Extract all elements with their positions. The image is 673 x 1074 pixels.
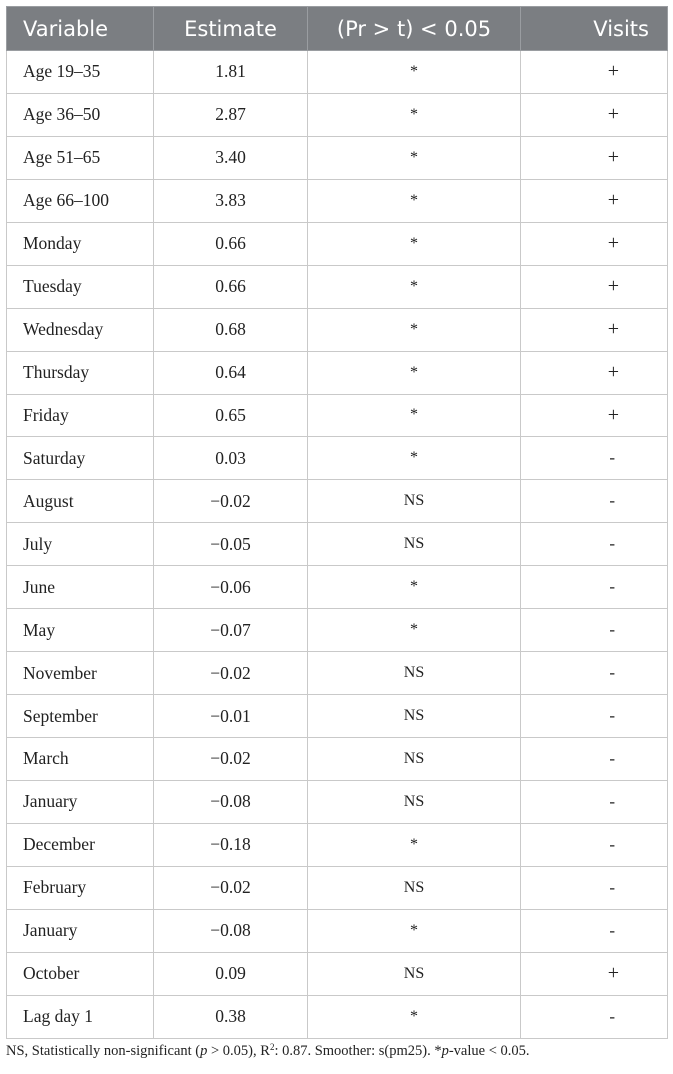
- cell-variable: Age 66–100: [7, 179, 154, 222]
- cell-significance: NS: [308, 523, 521, 566]
- table-row: [7, 738, 668, 781]
- footnote-p-symbol-2: p: [441, 1043, 449, 1059]
- cell-variable: August: [7, 480, 154, 523]
- footnote-text-1: NS, Statistically non-significant (: [6, 1043, 201, 1059]
- cell-estimate: −0.02: [154, 652, 308, 695]
- table-row: [7, 866, 668, 909]
- table-row: [7, 222, 668, 265]
- cell-significance: *: [308, 351, 521, 394]
- header-variable: Variable: [7, 7, 154, 51]
- cell-visits: -: [521, 995, 668, 1038]
- header-row: [7, 7, 668, 51]
- cell-significance: *: [308, 136, 521, 179]
- table-row: [7, 437, 668, 480]
- cell-visits: +: [521, 93, 668, 136]
- cell-variable: Monday: [7, 222, 154, 265]
- table-row: [7, 952, 668, 995]
- cell-visits: -: [521, 909, 668, 952]
- cell-visits: +: [521, 179, 668, 222]
- cell-estimate: 0.68: [154, 308, 308, 351]
- table-row: [7, 995, 668, 1038]
- cell-variable: Saturday: [7, 437, 154, 480]
- cell-estimate: −0.02: [154, 480, 308, 523]
- cell-variable: March: [7, 738, 154, 781]
- footnote-text-3: : 0.87. Smoother: s(pm25). *: [274, 1043, 442, 1059]
- cell-significance: *: [308, 222, 521, 265]
- cell-estimate: 2.87: [154, 93, 308, 136]
- cell-significance: NS: [308, 780, 521, 823]
- table-row: [7, 695, 668, 738]
- cell-significance: *: [308, 265, 521, 308]
- cell-estimate: 0.66: [154, 222, 308, 265]
- table-row: [7, 652, 668, 695]
- cell-estimate: −0.02: [154, 738, 308, 781]
- regression-table: [6, 6, 668, 1039]
- cell-significance: *: [308, 437, 521, 480]
- cell-visits: +: [521, 51, 668, 94]
- cell-estimate: 0.09: [154, 952, 308, 995]
- table-row: [7, 93, 668, 136]
- cell-variable: February: [7, 866, 154, 909]
- cell-visits: -: [521, 652, 668, 695]
- cell-visits: -: [521, 823, 668, 866]
- footnote-text-2: > 0.05), R: [207, 1043, 270, 1059]
- cell-visits: -: [521, 480, 668, 523]
- cell-variable: October: [7, 952, 154, 995]
- cell-estimate: 0.66: [154, 265, 308, 308]
- cell-variable: Wednesday: [7, 308, 154, 351]
- table-row: [7, 523, 668, 566]
- table-row: [7, 394, 668, 437]
- footnote-text-4: -value < 0.05.: [448, 1043, 530, 1059]
- cell-variable: Age 51–65: [7, 136, 154, 179]
- cell-estimate: −0.07: [154, 609, 308, 652]
- table-row: [7, 179, 668, 222]
- table-row: [7, 265, 668, 308]
- table-row: [7, 51, 668, 94]
- cell-variable: July: [7, 523, 154, 566]
- cell-estimate: 0.38: [154, 995, 308, 1038]
- cell-estimate: 1.81: [154, 51, 308, 94]
- table-row: [7, 351, 668, 394]
- cell-visits: -: [521, 437, 668, 480]
- cell-visits: -: [521, 566, 668, 609]
- cell-visits: -: [521, 866, 668, 909]
- header-estimate: Estimate: [154, 7, 308, 51]
- cell-variable: Friday: [7, 394, 154, 437]
- cell-significance: *: [308, 308, 521, 351]
- table-row: [7, 136, 668, 179]
- cell-significance: *: [308, 179, 521, 222]
- cell-significance: NS: [308, 738, 521, 781]
- cell-estimate: −0.02: [154, 866, 308, 909]
- cell-visits: -: [521, 780, 668, 823]
- table-footnote: [6, 1042, 667, 1060]
- cell-variable: Age 19–35: [7, 51, 154, 94]
- cell-variable: Lag day 1: [7, 995, 154, 1038]
- cell-significance: NS: [308, 480, 521, 523]
- cell-estimate: 0.64: [154, 351, 308, 394]
- cell-significance: NS: [308, 695, 521, 738]
- footnote-superscript: 2: [269, 1042, 275, 1052]
- cell-estimate: −0.06: [154, 566, 308, 609]
- cell-visits: -: [521, 523, 668, 566]
- cell-variable: May: [7, 609, 154, 652]
- cell-estimate: 0.65: [154, 394, 308, 437]
- cell-significance: *: [308, 51, 521, 94]
- cell-significance: *: [308, 995, 521, 1038]
- cell-estimate: 0.03: [154, 437, 308, 480]
- cell-estimate: −0.05: [154, 523, 308, 566]
- cell-variable: Age 36–50: [7, 93, 154, 136]
- cell-visits: +: [521, 952, 668, 995]
- cell-visits: +: [521, 265, 668, 308]
- table-row: [7, 823, 668, 866]
- cell-significance: NS: [308, 652, 521, 695]
- cell-visits: -: [521, 738, 668, 781]
- footnote-p-symbol: p: [200, 1043, 208, 1059]
- cell-variable: Thursday: [7, 351, 154, 394]
- cell-estimate: 3.83: [154, 179, 308, 222]
- cell-significance: *: [308, 93, 521, 136]
- table-row: [7, 780, 668, 823]
- cell-significance: *: [308, 823, 521, 866]
- table-row: [7, 909, 668, 952]
- cell-estimate: −0.18: [154, 823, 308, 866]
- cell-visits: +: [521, 308, 668, 351]
- cell-visits: -: [521, 695, 668, 738]
- table-row: [7, 609, 668, 652]
- cell-visits: +: [521, 136, 668, 179]
- cell-estimate: 3.40: [154, 136, 308, 179]
- cell-estimate: −0.08: [154, 909, 308, 952]
- cell-significance: *: [308, 909, 521, 952]
- table-row: [7, 308, 668, 351]
- cell-variable: January: [7, 909, 154, 952]
- cell-variable: September: [7, 695, 154, 738]
- table-body: [7, 51, 668, 1039]
- cell-estimate: −0.01: [154, 695, 308, 738]
- cell-visits: +: [521, 351, 668, 394]
- cell-visits: +: [521, 394, 668, 437]
- cell-variable: January: [7, 780, 154, 823]
- cell-variable: June: [7, 566, 154, 609]
- header-visits: Visits: [521, 7, 668, 51]
- table-row: [7, 566, 668, 609]
- table-header: [7, 7, 668, 51]
- cell-variable: December: [7, 823, 154, 866]
- cell-significance: *: [308, 609, 521, 652]
- cell-variable: November: [7, 652, 154, 695]
- cell-visits: +: [521, 222, 668, 265]
- cell-significance: *: [308, 394, 521, 437]
- cell-significance: *: [308, 566, 521, 609]
- cell-variable: Tuesday: [7, 265, 154, 308]
- cell-significance: NS: [308, 952, 521, 995]
- table-row: [7, 480, 668, 523]
- cell-significance: NS: [308, 866, 521, 909]
- header-significance: (Pr > t) < 0.05: [308, 7, 521, 51]
- cell-estimate: −0.08: [154, 780, 308, 823]
- cell-visits: -: [521, 609, 668, 652]
